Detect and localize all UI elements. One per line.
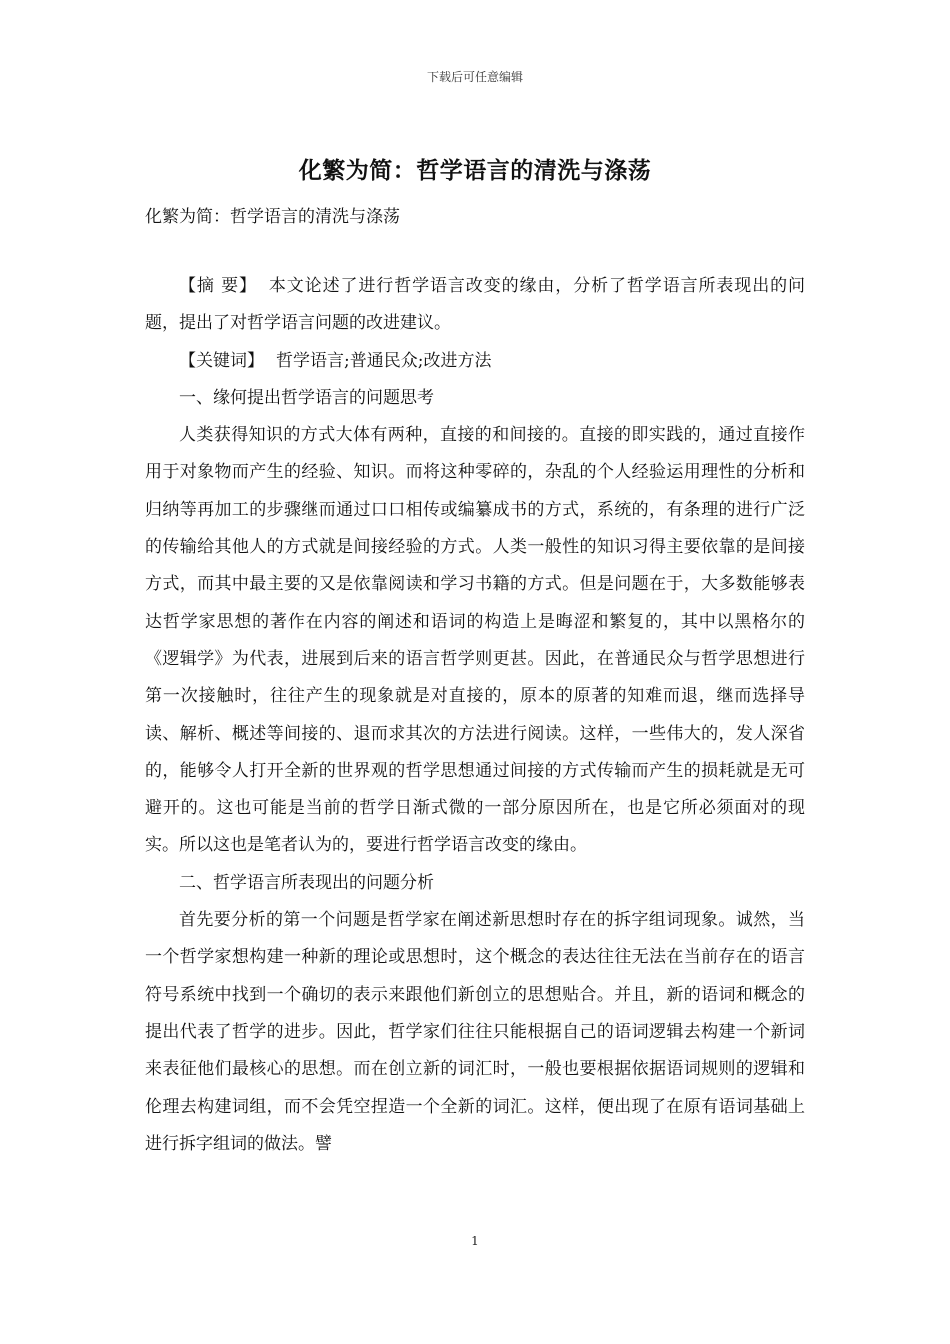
abstract-text: 本文论述了进行哲学语言改变的缘由，分析了哲学语言所表现出的问题，提出了对哲学语言问题的改进建议。 (145, 276, 805, 334)
section-1-heading: 一、缘何提出哲学语言的问题思考 (179, 387, 434, 408)
document-subtitle: 化繁为简：哲学语言的清洗与涤荡 (145, 207, 400, 227)
document-body (145, 268, 805, 1163)
abstract-label: 【摘 要】 (179, 276, 257, 296)
section-2-paragraph: 首先要分析的第一个问题是哲学家在阐述新思想时存在的拆字组词现象。诚然，当一个哲学家想构建一种新的理论或思想时，这个概念的表达往往无法在当前存在的语言符号系统中找到一个确切的表示来跟他们新创立的思想贴合。并且，新的语词和概念的提出代表了哲学的进步。因此，哲学家们往往只能根据自己的语词逻辑去构建一个新词来表征他们最核心的思想。而在创立新的词汇时，一般也要根据依据语词规则的逻辑和伦理去构建词组，而不会凭空捏造一个全新的词汇。这样，便出现了在原有语词基础上进行拆字组词的做法。譬 (145, 910, 805, 1154)
keywords-paragraph (145, 343, 805, 380)
document-title: 化繁为简：哲学语言的清洗与涤荡 (298, 157, 652, 184)
page-number: 1 (471, 1234, 479, 1248)
section-2-heading: 二、哲学语言所表现出的问题分析 (179, 872, 434, 893)
page-header: 下载后可任意编辑 (426, 70, 523, 84)
keywords-text: 哲学语言;普通民众;改进方法 (276, 350, 492, 371)
abstract-paragraph (145, 268, 805, 343)
section-1-paragraph: 人类获得知识的方式大体有两种，直接的和间接的。直接的即实践的，通过直接作用于对象物而产生的经验、知识。而将这种零碎的，杂乱的个人经验运用理性的分析和归纳等再加工的步骤继而通过口口相传或编纂成书的方式，系统的，有条理的进行广泛的传输给其他人的方式就是间接经验的方式。人类一般性的知识习得主要依靠的是间接方式，而其中最主要的又是依靠阅读和学习书籍的方式。但是问题在于，大多数能够表达哲学家思想的著作在内容的阐述和语词的构造上是晦涩和繁复的，其中以黑格尔的《逻辑学》为代表，进展到后来的语言哲学则更甚。因此，在普通民众与哲学思想进行第一次接触时，往往产生的现象就是对直接的，原本的原著的知难而退，继而选择导读、解析、概述等间接的、退而求其次的方法进行阅读。这样，一些伟大的，发人深省的，能够令人打开全新的世界观的哲学思想通过间接的方式传输而产生的损耗就是无可避开的。这也可能是当前的哲学日渐式微的一部分原因所在，也是它所必须面对的现实。所以这也是笔者认为的，要进行哲学语言改变的缘由。 (145, 425, 805, 856)
keywords-label: 【关键词】 (179, 350, 264, 371)
